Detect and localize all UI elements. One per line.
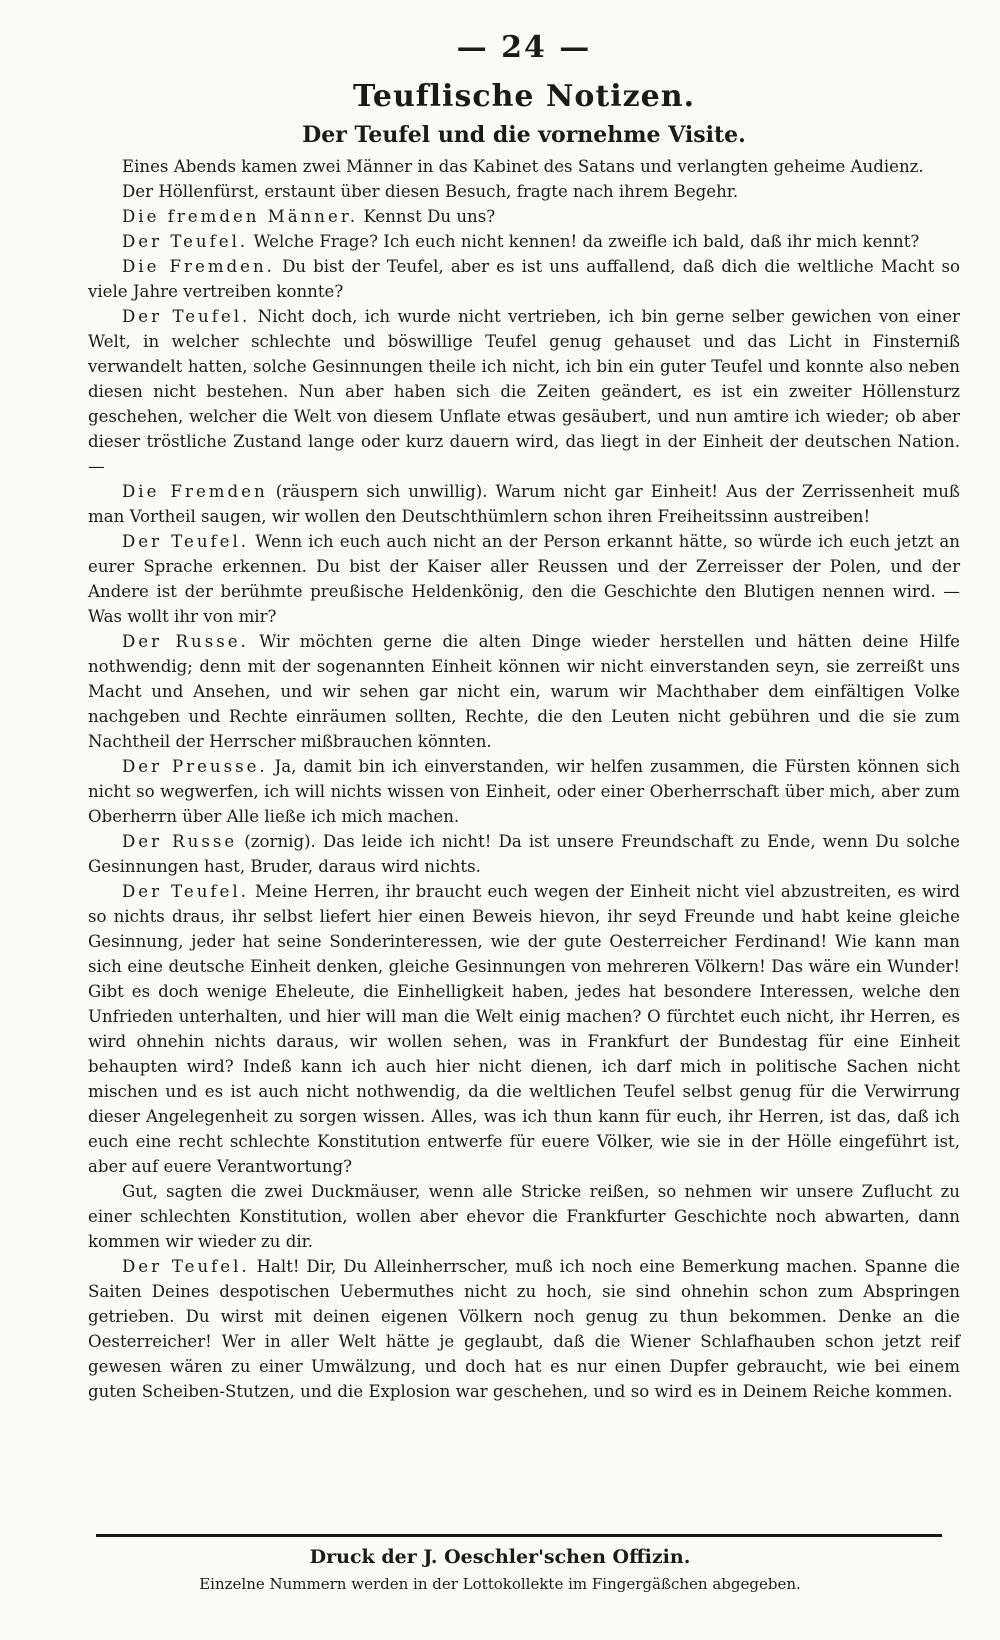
speaker-11: Der Russe [122, 832, 238, 851]
speaker-12: Der Teufel. [122, 882, 249, 901]
paragraph-text-4: Welche Frage? Ich euch nicht kennen! da zweifle ich bald, daß ihr mich kennt? [248, 232, 920, 251]
paragraph-text-1: Eines Abends kamen zwei Männer in das Kabinet des Satans und verlangten geheime Audienz. [122, 157, 924, 176]
paragraph-text-6: Nicht doch, ich wurde nicht vertrieben, ich bin gerne selber gewichen von einer Welt, in welcher schlechte und böswillige Teufel genug gehauset und das Licht in Finsterniß verwandelt hatten, solche Gesinnungen theile ich nicht, ich bin ein guter Teufel und konnte also neben diesen nicht bestehen. Nun aber haben sich die Zeiten geändert, es ist ein zweiter Höllensturz geschehen, welcher die Welt von diesem Unflate etwas gesäubert, und nun amtire ich wieder; ob aber dieser tröstliche Zustand lange oder kurz dauern wird, das liegt in der Einheit der deutschen Nation. — [88, 307, 960, 476]
page-title: Teuflische Notizen. [352, 79, 696, 114]
paragraph-text-3: Kennst Du uns? [358, 207, 496, 226]
footer-divider [96, 1534, 942, 1537]
sales-note: Einzelne Nummern werden in der Lottokollekte im Fingergäßchen abgegeben. [199, 1575, 801, 1593]
speaker-5: Die Fremden. [122, 257, 275, 276]
paragraph-text-10: Ja, damit bin ich einverstanden, wir helfen zusammen, die Fürsten können sich nicht so wegwerfen, ich will nichts wissen von Einheit, oder einer Oberherrschaft über mich, aber zum Oberherrn über Alle ließe ich mich machen. [88, 757, 961, 826]
paragraph-5 [88, 254, 960, 304]
paragraph-14 [88, 1254, 960, 1404]
speaker-9: Der Russe. [122, 632, 249, 651]
paragraph-3 [88, 204, 960, 229]
paragraph-text-8: Wenn ich euch auch nicht an der Person erkannt hätte, so würde ich euch jetzt an eurer Sprache erkennen. Du bist der Kaiser aller Reussen und der Zerreisser der Polen, und der Andere ist der berühmte preußische Heldenkönig, den die Geschichte den Blutigen nennen wird. — Was wollt ihr von mir? [88, 532, 960, 626]
speaker-6: Der Teufel. [122, 307, 251, 326]
paragraph-text-13: Gut, sagten die zwei Duckmäuser, wenn alle Stricke reißen, so nehmen wir unsere Zuflucht zu einer schlechten Konstitution, wollen aber ehevor die Frankfurter Geschichte noch abwarten, dann kommen wir wieder zu dir. [88, 1182, 960, 1251]
article-body [88, 154, 960, 1404]
paragraph-1 [88, 154, 960, 179]
speaker-4: Der Teufel. [122, 232, 249, 251]
paragraph-12 [88, 879, 960, 1179]
paragraph-9 [88, 629, 960, 754]
paragraph-6 [88, 304, 960, 479]
speaker-14: Der Teufel. [122, 1257, 250, 1276]
speaker-3: Die fremden Männer. [122, 207, 359, 226]
speaker-8: Der Teufel. [122, 532, 250, 551]
paragraph-8 [88, 529, 960, 629]
paragraph-text-5: Du bist der Teufel, aber es ist uns auffallend, daß dich die weltliche Macht so viele Jahre vertreiben konnte? [88, 257, 960, 301]
paragraph-text-7: (räuspern sich unwillig). Warum nicht gar Einheit! Aus der Zerrissenheit muß man Vortheil saugen, wir wollen den Deutschthümlern schon ihren Freiheitssinn austreiben! [88, 482, 960, 526]
speaker-10: Der Preusse. [122, 757, 268, 776]
paragraph-text-12: Meine Herren, ihr braucht euch wegen der Einheit nicht viel abzustreiten, es wird so nichts draus, ihr selbst liefert hier einen Beweis hievon, ihr seyd Freunde und habt keine gleiche Gesinnung, jeder hat seine Sonderinteressen, wie der gute Oesterreicher Ferdinand! Wie kann man sich eine deutsche Einheit denken, gleiche Gesinnungen von mehreren Völkern! Das wäre ein Wunder! Gibt es doch wenige Eheleute, die Einhelligkeit haben, jedes hat besondere Interessen, welche den Unfrieden unterhalten, und hier will man die Welt einig machen? O fürchtet euch nicht, ihr Herren, es wird ohnehin nichts daraus, wir wollen sehen, was in Frankfurt der Bundestag für eine Einheit behaupten wird? Indeß kann ich auch hier nicht dienen, ich darf mich in politische Sachen nicht mischen und es ist auch nicht nothwendig, da die weltlichen Teufel selbst genug für die Verwirrung dieser Angelegenheit zu sorgen wissen. Alles, was ich thun kann für euch, ihr Herren, ist das, daß ich euch eine recht schlechte Konstitution entwerfe für euere Völker, wie sie in der Hölle eingeführt ist, aber auf euere Verantwortung? [88, 882, 960, 1176]
page-number: — 24 — [456, 30, 592, 65]
article-subtitle: Der Teufel und die vornehme Visite. [302, 122, 746, 148]
paragraph-text-9: Wir möchten gerne die alten Dinge wieder herstellen und hätten deine Hilfe nothwendig; denn mit der sogenannten Einheit können wir nicht einverstanden seyn, sie zerreißt uns Macht und Ansehen, und wir sehen gar nicht ein, warum wir Machthaber dem einfältigen Volke nachgeben und Rechte einräumen sollten, Rechte, die den Leuten nicht gebühren und die sie zum Nachtheil der Herrscher mißbrauchen könnten. [88, 632, 960, 751]
paragraph-4 [88, 229, 960, 254]
paragraph-10 [88, 754, 960, 829]
paragraph-11 [88, 829, 960, 879]
paragraph-7 [88, 479, 960, 529]
printer-imprint: Druck der J. Oeschler'schen Offizin. [309, 1546, 691, 1568]
paragraph-13 [88, 1179, 960, 1254]
paragraph-text-2: Der Höllenfürst, erstaunt über diesen Besuch, fragte nach ihrem Begehr. [122, 182, 739, 201]
paragraph-text-14: Halt! Dir, Du Alleinherrscher, muß ich noch eine Bemerkung machen. Spanne die Saiten Deines despotischen Uebermuthes nicht zu hoch, sie sind ohnehin schon zum Abspringen getrieben. Du wirst mit deinen eigenen Völkern noch genug zu thun bekommen. Denke an die Oesterreicher! Wer in aller Welt hätte je geglaubt, daß die Wiener Schlafhauben schon jetzt reif gewesen wären zu einer Umwälzung, und doch hat es nur einen Dupfer gebraucht, wie bei einem guten Scheiben-Stutzen, und die Explosion war geschehen, und so wird es in Deinem Reiche kommen. [88, 1257, 960, 1401]
paragraph-text-11: (zornig). Das leide ich nicht! Da ist unsere Freundschaft zu Ende, wenn Du solche Gesinnungen hast, Bruder, daraus wird nichts. [88, 832, 960, 876]
speaker-7: Die Fremden [122, 482, 268, 501]
paragraph-2 [88, 179, 960, 204]
